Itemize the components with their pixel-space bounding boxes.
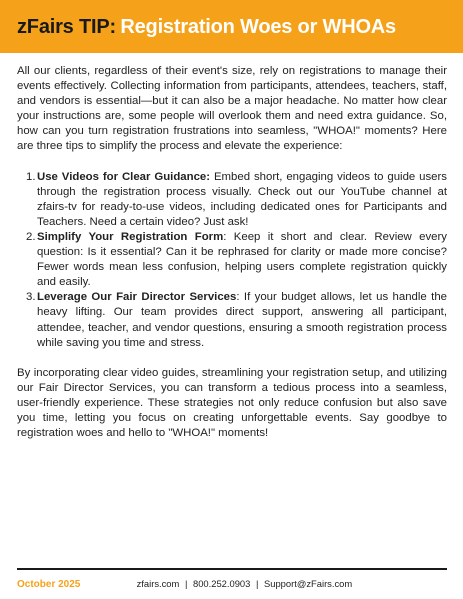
title-banner — [0, 0, 463, 53]
tip-body: Embed short, engaging videos to guide users through the registration process visually. Check out our YouTube channel at zfairs-tv for ready-to-use videos, including dedicated ones for Participants and Teachers. Need a certain video? Just ask! — [37, 170, 447, 228]
support-email-link[interactable]: Support@zFairs.com — [264, 578, 353, 589]
tip-item-form — [26, 230, 448, 290]
tip-heading: Use Videos for Clear Guidance: — [37, 170, 211, 183]
page-title: Registration Woes or WHOAs — [120, 16, 396, 38]
tip-item-director — [26, 290, 447, 350]
conclusion-paragraph: By incorporating clear video guides, streamlining your registration setup, and utilizing our Fair Director Services, you can transform a tedious process into a seamless, user-friendly experience. These strategies not only reduce confusion but also save you time, letting you focus on creating unforgettable events. Say goodbye to registration woes and hello to "WHOA!" moments! — [17, 366, 447, 440]
phone-number[interactable]: 800.252.0903 — [192, 578, 251, 589]
footer-separator: | — [184, 578, 188, 589]
tip-number: 1. — [26, 170, 36, 183]
article-body — [17, 64, 447, 441]
tip-heading: Leverage Our Fair Director Services — [37, 291, 237, 304]
tips-list — [17, 170, 447, 351]
tip-heading: Simplify Your Registration Form — [37, 230, 224, 243]
website-link[interactable]: zfairs.com — [136, 578, 180, 589]
footer — [17, 578, 447, 590]
tip-item-videos — [26, 170, 447, 230]
tip-body: : Keep it short and clear. Review every question: Is it essential? Can it be rephrased for clarity or made more concise? Fewer words mean less confusion, helping users complete registration quickly and easily. — [37, 230, 448, 289]
footer-divider — [17, 568, 447, 570]
footer-separator: | — [255, 578, 259, 589]
tip-number: 2. — [26, 230, 36, 243]
intro-paragraph: All our clients, regardless of their event's size, rely on registrations to manage their events effectively. Collecting information from participants, attendees, teachers, staff, and vendors is essential—but it can also be a major headache. No matter how clear your instructions are, some people will overlook them and need extra guidance. So, how can you turn registration frustrations into seamless, "WHOA!" moments? Here are three tips to simplify the process and elevate the experience: — [17, 65, 447, 153]
tip-number: 3. — [26, 291, 36, 304]
tip-label: zFairs TIP: — [17, 16, 116, 38]
tip-body: : If your budget allows, let us handle the heavy lifting. Our team provides direct support, answering all participant, attendee, teacher, and vendor questions, ensuring a smooth registration process while saving you time and stress. — [37, 291, 447, 349]
issue-date: October 2025 — [17, 579, 81, 590]
